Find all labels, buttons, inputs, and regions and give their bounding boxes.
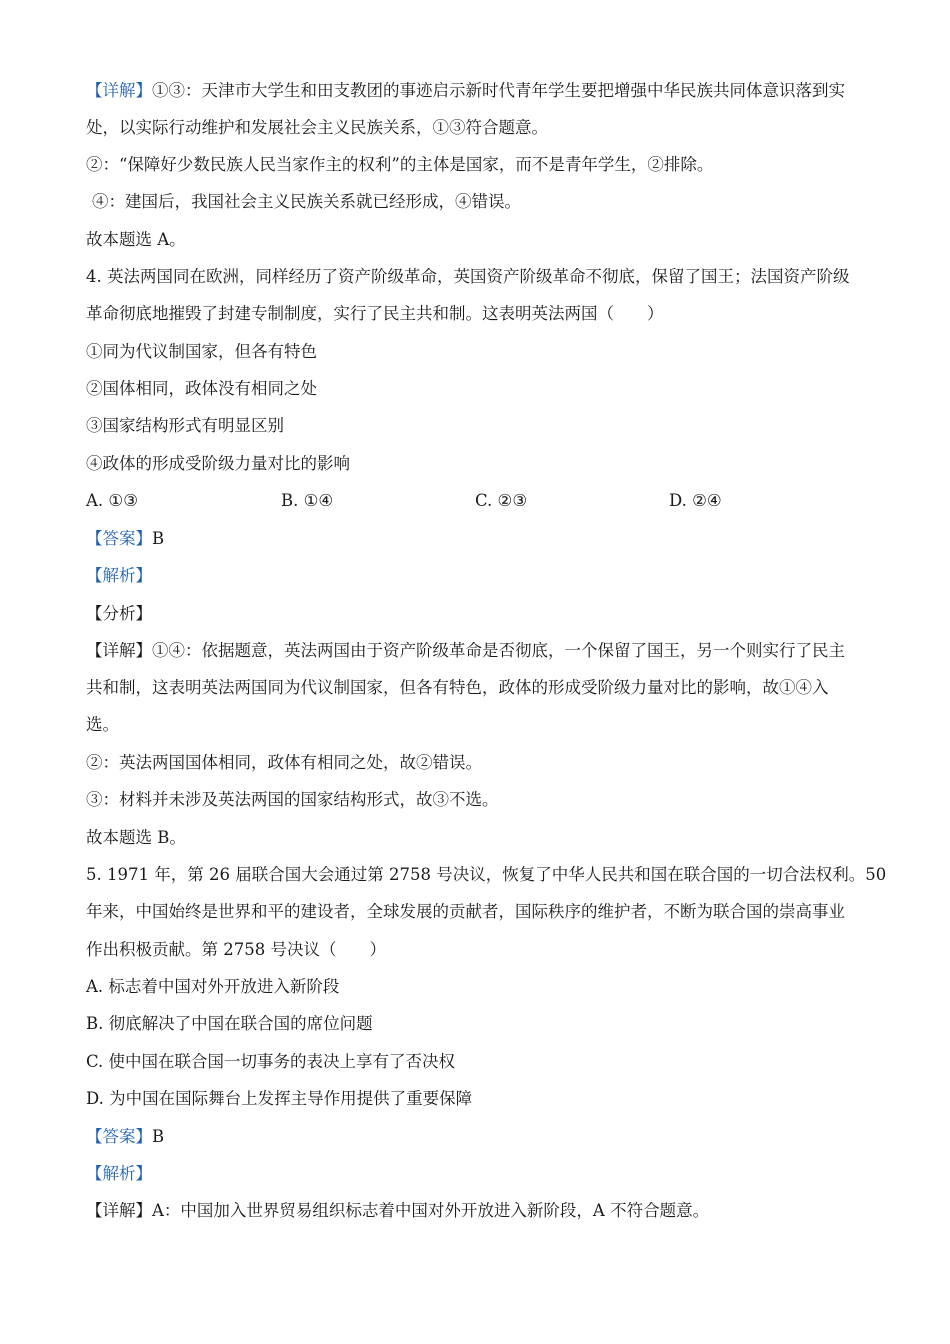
answer-tag: 【答案】 (86, 529, 152, 548)
q4-stem-line-1: 4. 英法两国同在欧洲，同样经历了资产阶级革命，英国资产阶级革命不彻底，保留了国王；法国资产阶级 (86, 267, 850, 286)
detail-tag: 【详解】 (86, 641, 152, 660)
q4-option-b: B. ①④ (281, 491, 334, 510)
q5-option-d: D. 为中国在国际舞台上发挥主导作用提供了重要保障 (86, 1089, 473, 1108)
q4-statement-4: ④政体的形成受阶级力量对比的影响 (86, 454, 350, 473)
q4-detail-line-1 (86, 640, 845, 662)
q4-stem-line-2: 革命彻底地摧毁了封建专制制度，实行了民主共和制。这表明英法两国（ ） (86, 304, 664, 323)
q4-statement-3: ③国家结构形式有明显区别 (86, 416, 284, 435)
q3-detail-line-3: ②：“保障好少数民族人民当家作主的权利”的主体是国家，而不是青年学生，②排除。 (86, 155, 714, 174)
detail-tag: 【详解】 (86, 1201, 152, 1220)
q4-analysis-tag (86, 565, 152, 587)
q4-option-d: D. ②④ (669, 491, 722, 510)
analysis-tag: 【解析】 (86, 1164, 152, 1183)
q5-stem-line-1: 5. 1971 年，第 26 届联合国大会通过第 2758 号决议，恢复了中华人民共和国在联合国的一切合法权利。50 (86, 865, 887, 884)
q5-option-a: A. 标志着中国对外开放进入新阶段 (86, 977, 340, 996)
q5-stem-line-3: 作出积极贡献。第 2758 号决议（ ） (86, 940, 386, 959)
answer-value: B (152, 529, 165, 548)
q4-detail-line-4: ②：英法两国国体相同，政体有相同之处，故②错误。 (86, 753, 482, 772)
q4-conclusion: 故本题选 B。 (86, 828, 186, 847)
q5-option-c: C. 使中国在联合国一切事务的表决上享有了否决权 (86, 1052, 456, 1071)
q3-detail-line-4: ④：建国后，我国社会主义民族关系就已经形成，④错误。 (92, 192, 521, 211)
q5-analysis-tag (86, 1163, 152, 1185)
detail-tag: 【详解】 (86, 81, 152, 100)
q5-option-b: B. 彻底解决了中国在联合国的席位问题 (86, 1014, 373, 1033)
q4-statement-2: ②国体相同，政体没有相同之处 (86, 379, 317, 398)
q4-fenxi-tag: 【分析】 (86, 604, 152, 623)
analysis-tag: 【解析】 (86, 566, 152, 585)
q3-detail-line-1 (86, 80, 845, 102)
q4-detail-line-5: ③：材料并未涉及英法两国的国家结构形式，故③不选。 (86, 790, 499, 809)
answer-value: B (152, 1127, 165, 1146)
q3-detail-line-2: 处，以实际行动维护和发展社会主义民族关系，①③符合题意。 (86, 118, 548, 137)
q5-detail-line-1 (86, 1200, 709, 1222)
q4-answer (86, 528, 164, 550)
q4-detail-line-3: 选。 (86, 715, 119, 734)
q4-option-c: C. ②③ (475, 491, 528, 510)
answer-tag: 【答案】 (86, 1127, 152, 1146)
q4-option-a: A. ①③ (86, 491, 138, 510)
q5-stem-line-2: 年来，中国始终是世界和平的建设者，全球发展的贡献者，国际秩序的维护者，不断为联合国的崇高事业 (86, 902, 845, 921)
q5-detail-text-1: A：中国加入世界贸易组织标志着中国对外开放进入新阶段，A 不符合题意。 (152, 1201, 710, 1220)
q4-detail-text-1: ①④：依据题意，英法两国由于资产阶级革命是否彻底，一个保留了国王，另一个则实行了民主 (152, 641, 845, 660)
q4-detail-line-2: 共和制，这表明英法两国同为代议制国家，但各有特色，政体的形成受阶级力量对比的影响，故①④入 (86, 678, 829, 697)
q4-statement-1: ①同为代议制国家，但各有特色 (86, 342, 317, 361)
q3-conclusion: 故本题选 A。 (86, 230, 186, 249)
q3-detail-text-1: ①③：天津市大学生和田支教团的事迹启示新时代青年学生要把增强中华民族共同体意识落到实 (152, 81, 845, 100)
q5-answer (86, 1126, 164, 1148)
